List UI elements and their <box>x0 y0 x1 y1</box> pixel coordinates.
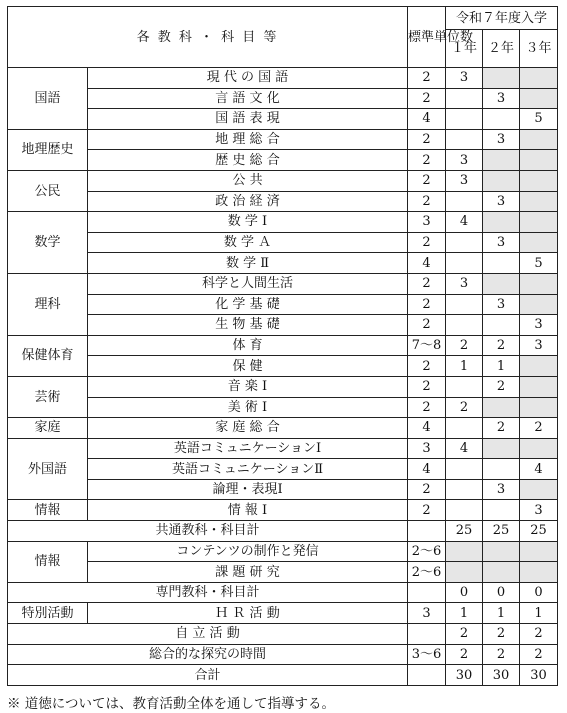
subject-cell: 英語コミュニケーションⅡ <box>88 459 408 480</box>
grade-3-units-cell: 3 <box>520 335 558 356</box>
category-cell: 国語 <box>8 68 88 130</box>
grade-3-header: ３年 <box>520 30 558 68</box>
category-cell: 家庭 <box>8 418 88 439</box>
table-row <box>8 129 558 150</box>
subject-cell: 論理・表現Ⅰ <box>88 479 408 500</box>
grade-3-units-cell: 3 <box>520 500 558 521</box>
grade-3-units-cell <box>520 376 558 397</box>
standard-units-cell <box>408 521 446 542</box>
grade-1-units-cell: 4 <box>446 212 483 233</box>
table-row <box>8 232 558 253</box>
grade-2-units-cell: 3 <box>483 294 520 315</box>
grade-1-units-cell: 30 <box>446 665 483 686</box>
standard-units-cell: 2 <box>408 150 446 171</box>
table-row <box>8 438 558 459</box>
table-row <box>8 500 558 521</box>
standard-units-cell: 3 <box>408 212 446 233</box>
standard-units-cell: 7～8 <box>408 335 446 356</box>
table-row <box>8 212 558 233</box>
grade-3-units-cell <box>520 541 558 562</box>
subject-cell: 体 育 <box>88 335 408 356</box>
standard-units-cell: 2 <box>408 294 446 315</box>
grade-1-units-cell: 2 <box>446 644 483 665</box>
table-row <box>8 191 558 212</box>
standard-units-cell <box>408 624 446 645</box>
subject-cell: 地 理 総 合 <box>88 129 408 150</box>
category-cell: 情報 <box>8 500 88 521</box>
category-cell: 地理歴史 <box>8 129 88 170</box>
standard-units-cell: 2 <box>408 376 446 397</box>
grade-1-units-cell <box>446 541 483 562</box>
grade-1-units-cell <box>446 88 483 109</box>
subject-cell: 政 治 経 済 <box>88 191 408 212</box>
grade-2-header: ２年 <box>483 30 520 68</box>
grade-2-units-cell: 2 <box>483 335 520 356</box>
grade-3-units-cell: 2 <box>520 644 558 665</box>
grade-3-units-cell <box>520 150 558 171</box>
grade-2-units-cell <box>483 68 520 89</box>
table-row <box>8 397 558 418</box>
standard-units-cell <box>408 665 446 686</box>
category-cell: 保健体育 <box>8 335 88 376</box>
grade-2-units-cell: 2 <box>483 624 520 645</box>
grade-1-units-cell <box>446 315 483 336</box>
grade-2-units-cell: 0 <box>483 582 520 603</box>
grade-1-units-cell <box>446 376 483 397</box>
grade-1-units-cell <box>446 500 483 521</box>
table-row <box>8 459 558 480</box>
table-row <box>8 109 558 130</box>
grade-2-units-cell <box>483 109 520 130</box>
grade-1-units-cell: 1 <box>446 356 483 377</box>
grade-3-units-cell <box>520 212 558 233</box>
standard-units-cell: 2 <box>408 397 446 418</box>
table-row <box>8 253 558 274</box>
table-row <box>8 335 558 356</box>
table-row <box>8 376 558 397</box>
grade-3-units-cell <box>520 294 558 315</box>
subject-cell: 生 物 基 礎 <box>88 315 408 336</box>
grade-3-units-cell <box>520 232 558 253</box>
grade-3-units-cell: 4 <box>520 459 558 480</box>
grade-1-units-cell: 4 <box>446 438 483 459</box>
standard-units-cell: 3 <box>408 603 446 624</box>
grade-2-units-cell <box>483 212 520 233</box>
grade-1-units-cell: 2 <box>446 335 483 356</box>
subject-cell: 家 庭 総 合 <box>88 418 408 439</box>
subject-cell: 保 健 <box>88 356 408 377</box>
grade-1-units-cell <box>446 253 483 274</box>
summary-label: 共通教科・科目計 <box>8 521 408 542</box>
table-row <box>8 315 558 336</box>
grade-1-units-cell <box>446 129 483 150</box>
table-row <box>8 603 558 624</box>
grade-2-units-cell <box>483 315 520 336</box>
subject-cell: 数 学 Ⅰ <box>88 212 408 233</box>
standard-units-cell: 4 <box>408 109 446 130</box>
summary-label: 自 立 活 動 <box>8 624 408 645</box>
standard-units-cell: 4 <box>408 253 446 274</box>
grade-2-units-cell <box>483 397 520 418</box>
grade-3-units-cell <box>520 129 558 150</box>
grade-2-units-cell: 3 <box>483 479 520 500</box>
category-cell: 芸術 <box>8 376 88 417</box>
grade-1-units-cell: 2 <box>446 624 483 645</box>
grade-1-units-cell <box>446 191 483 212</box>
standard-units-cell: 3 <box>408 438 446 459</box>
category-cell: 公民 <box>8 170 88 211</box>
grade-3-units-cell <box>520 356 558 377</box>
table-row <box>8 521 558 542</box>
standard-units-cell: 4 <box>408 418 446 439</box>
grade-2-units-cell <box>483 150 520 171</box>
standard-units-cell: 2 <box>408 88 446 109</box>
grade-3-units-cell <box>520 68 558 89</box>
subject-cell: 英語コミュニケーションⅠ <box>88 438 408 459</box>
grade-3-units-cell <box>520 170 558 191</box>
subject-cell: 公 共 <box>88 170 408 191</box>
standard-units-cell: 2～6 <box>408 562 446 583</box>
table-row <box>8 541 558 562</box>
grade-1-units-cell: 0 <box>446 582 483 603</box>
grade-3-units-cell: 5 <box>520 109 558 130</box>
standard-units-cell <box>408 582 446 603</box>
grade-1-units-cell <box>446 418 483 439</box>
footnote: ※ 道徳については、教育活動全体を通して指導する。 <box>7 696 336 712</box>
grade-2-units-cell: 2 <box>483 376 520 397</box>
grade-1-units-cell: 3 <box>446 150 483 171</box>
grade-1-units-cell <box>446 294 483 315</box>
subject-column-header: 各 教 科 ・ 科 目 等 <box>8 7 408 68</box>
summary-label: 専門教科・科目計 <box>8 582 408 603</box>
grade-3-units-cell: 1 <box>520 603 558 624</box>
table-row <box>8 150 558 171</box>
subject-cell: 課 題 研 究 <box>88 562 408 583</box>
grade-3-units-cell: 3 <box>520 315 558 336</box>
standard-units-cell: 2 <box>408 356 446 377</box>
grade-1-units-cell <box>446 459 483 480</box>
subject-cell: 言 語 文 化 <box>88 88 408 109</box>
table-row <box>8 170 558 191</box>
grade-1-units-cell: 3 <box>446 273 483 294</box>
grade-3-units-cell <box>520 479 558 500</box>
grade-1-units-cell <box>446 562 483 583</box>
subject-cell: 数 学 Ａ <box>88 232 408 253</box>
standard-units-cell: 2～6 <box>408 541 446 562</box>
standard-units-cell: 3～6 <box>408 644 446 665</box>
grade-2-units-cell <box>483 500 520 521</box>
standard-units-cell: 2 <box>408 479 446 500</box>
grade-2-units-cell <box>483 253 520 274</box>
category-cell: 特別活動 <box>8 603 88 624</box>
grade-2-units-cell: 3 <box>483 88 520 109</box>
subject-cell: 美 術 Ⅰ <box>88 397 408 418</box>
standard-units-cell: 2 <box>408 315 446 336</box>
grade-1-units-cell: 25 <box>446 521 483 542</box>
summary-label: 合計 <box>8 665 408 686</box>
grade-2-units-cell: 2 <box>483 644 520 665</box>
grade-2-units-cell <box>483 273 520 294</box>
table-row <box>8 644 558 665</box>
grade-1-units-cell <box>446 232 483 253</box>
grade-1-units-cell: 1 <box>446 603 483 624</box>
grade-3-units-cell <box>520 438 558 459</box>
grade-2-units-cell <box>483 438 520 459</box>
grade-2-units-cell <box>483 541 520 562</box>
standard-units-header: 標準単位数 <box>408 7 446 68</box>
table-row <box>8 624 558 645</box>
standard-units-cell: 2 <box>408 68 446 89</box>
grade-3-units-cell: 25 <box>520 521 558 542</box>
entry-year-header: 令和７年度入学 <box>446 7 558 30</box>
table-row <box>8 273 558 294</box>
grade-1-units-cell <box>446 479 483 500</box>
grade-3-units-cell: 2 <box>520 624 558 645</box>
subject-cell: 音 楽 Ⅰ <box>88 376 408 397</box>
standard-units-cell: 2 <box>408 273 446 294</box>
grade-3-units-cell: 2 <box>520 418 558 439</box>
table-row <box>8 294 558 315</box>
grade-2-units-cell: 30 <box>483 665 520 686</box>
grade-2-units-cell: 3 <box>483 129 520 150</box>
grade-2-units-cell: 3 <box>483 232 520 253</box>
summary-label: 総合的な探究の時間 <box>8 644 408 665</box>
standard-units-cell: 2 <box>408 500 446 521</box>
subject-cell: Ｈ Ｒ 活 動 <box>88 603 408 624</box>
grade-3-units-cell: 30 <box>520 665 558 686</box>
table-row <box>8 418 558 439</box>
table-row <box>8 562 558 583</box>
subject-cell: 国 語 表 現 <box>88 109 408 130</box>
grade-2-units-cell: 1 <box>483 356 520 377</box>
grade-2-units-cell <box>483 562 520 583</box>
standard-units-cell: 4 <box>408 459 446 480</box>
table-row <box>8 665 558 686</box>
standard-units-cell: 2 <box>408 232 446 253</box>
grade-2-units-cell: 3 <box>483 191 520 212</box>
grade-3-units-cell <box>520 562 558 583</box>
standard-units-cell: 2 <box>408 191 446 212</box>
grade-2-units-cell: 1 <box>483 603 520 624</box>
subject-cell: 数 学 Ⅱ <box>88 253 408 274</box>
grade-3-units-cell: 0 <box>520 582 558 603</box>
category-cell: 情報 <box>8 541 88 582</box>
subject-cell: 科学と人間生活 <box>88 273 408 294</box>
grade-1-header: １年 <box>446 30 483 68</box>
grade-1-units-cell: 2 <box>446 397 483 418</box>
grade-3-units-cell <box>520 191 558 212</box>
grade-2-units-cell <box>483 459 520 480</box>
table-row <box>8 582 558 603</box>
standard-units-cell: 2 <box>408 170 446 191</box>
category-cell: 外国語 <box>8 438 88 500</box>
grade-1-units-cell: 3 <box>446 68 483 89</box>
grade-3-units-cell <box>520 273 558 294</box>
curriculum-table <box>7 6 558 686</box>
grade-2-units-cell <box>483 170 520 191</box>
grade-3-units-cell: 5 <box>520 253 558 274</box>
subject-cell: 歴 史 総 合 <box>88 150 408 171</box>
subject-cell: 情 報 Ⅰ <box>88 500 408 521</box>
standard-units-cell: 2 <box>408 129 446 150</box>
grade-2-units-cell: 2 <box>483 418 520 439</box>
table-row <box>8 479 558 500</box>
grade-1-units-cell <box>446 109 483 130</box>
category-cell: 理科 <box>8 273 88 335</box>
subject-cell: コンテンツの制作と発信 <box>88 541 408 562</box>
grade-3-units-cell <box>520 397 558 418</box>
subject-cell: 現 代 の 国 語 <box>88 68 408 89</box>
table-row <box>8 356 558 377</box>
table-row <box>8 68 558 89</box>
grade-2-units-cell: 25 <box>483 521 520 542</box>
category-cell: 数学 <box>8 212 88 274</box>
subject-cell: 化 学 基 礎 <box>88 294 408 315</box>
table-row <box>8 88 558 109</box>
grade-1-units-cell: 3 <box>446 170 483 191</box>
grade-3-units-cell <box>520 88 558 109</box>
